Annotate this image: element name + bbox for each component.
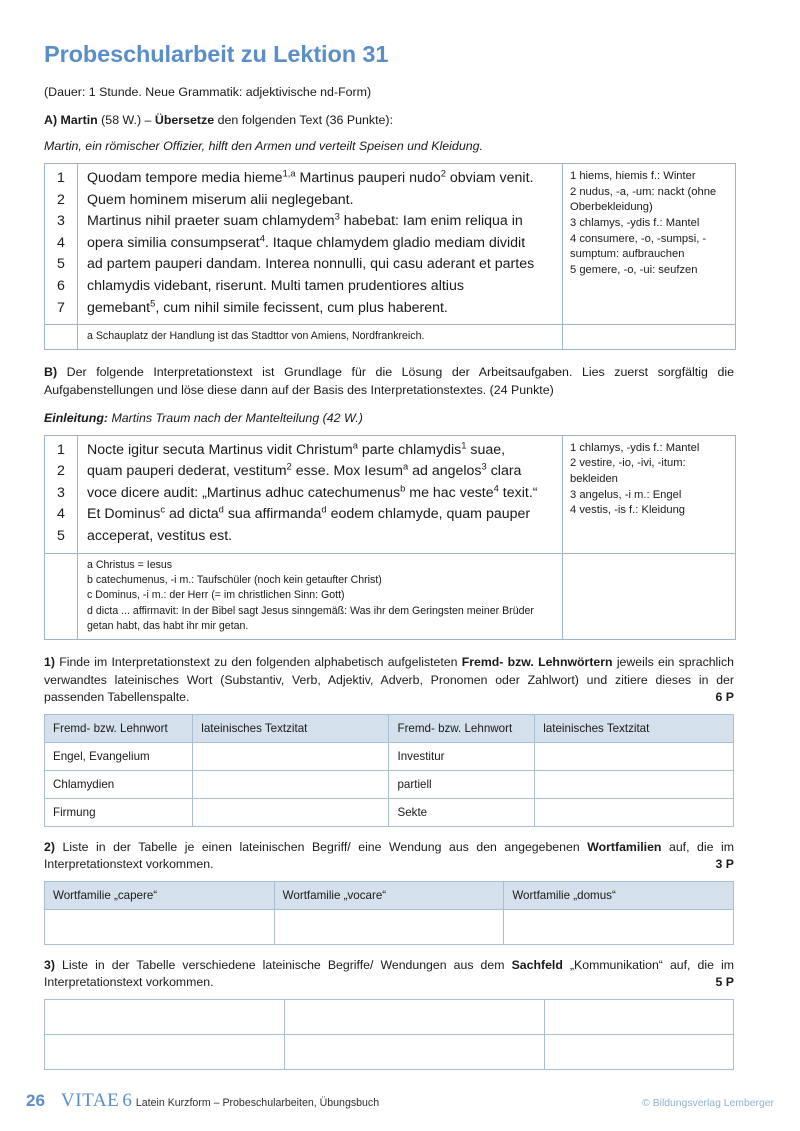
line-numbers-b: 1 2 3 4 5 xyxy=(57,441,65,544)
task-3-table[interactable] xyxy=(44,999,734,1070)
task-1-cell-2-0[interactable]: Firmung xyxy=(45,798,193,826)
task-1-cell-2-1[interactable] xyxy=(193,798,389,826)
task-3-cell-1-1[interactable] xyxy=(285,1034,545,1069)
section-b-prefix: B) xyxy=(44,365,58,380)
task-2-cell-0-2[interactable] xyxy=(504,909,734,944)
task-1-header-3: lateinisches Textzitat xyxy=(535,714,734,742)
note-list-a: a Schauplatz der Handlung ist das Stadttor von Amiens, Nordfrankreich. xyxy=(87,330,425,343)
task-2-table[interactable] xyxy=(44,881,734,945)
footer-brand: VITAE xyxy=(60,1090,120,1111)
task-2-header-1: Wortfamilie „vocare“ xyxy=(274,881,504,909)
task-2-text-1: Liste in der Tabelle je einen lateinischen Begriff/ eine Wendung aus den angegebenen xyxy=(62,839,580,854)
line-number-cell-a xyxy=(45,164,78,325)
task-2-header-2: Wortfamilie „domus“ xyxy=(504,881,734,909)
task-1-bold-term: Fremd- bzw. Lehnwörtern xyxy=(461,655,613,670)
latin-text-cell-b xyxy=(78,435,563,553)
task-1-cell-1-0[interactable]: Chlamydien xyxy=(45,770,193,798)
task-3-points: 5 P xyxy=(715,975,734,990)
vocab-list-a: 1 hiems, hiemis f.: Winter 2 nudus, -a, -um: nackt (ohne Oberbekleidung) 3 chlamys, -ydis f.: Mantel 4 consumere, -o, -sumpsi, -sumptum: aufbrauchen 5 gemere, -o, -ui: seufzen xyxy=(570,170,717,277)
task-2-number: 2) xyxy=(44,839,55,854)
table-header-row xyxy=(45,881,734,909)
task-1-header-2: Fremd- bzw. Lehnwort xyxy=(389,714,535,742)
footer-brand-subtitle: Latein Kurzform – Probeschularbeiten, Übungsbuch xyxy=(135,1097,380,1109)
note-spacer-a xyxy=(45,325,78,350)
task-1-cell-1-3[interactable] xyxy=(535,770,734,798)
table-row xyxy=(45,742,734,770)
page-content xyxy=(44,42,734,1082)
table-row xyxy=(45,999,734,1034)
task-1-instruction xyxy=(44,654,734,706)
task-1-cell-2-3[interactable] xyxy=(535,798,734,826)
task-1-points: 6 P xyxy=(715,690,734,705)
task-1-cell-0-0[interactable]: Engel, Evangelium xyxy=(45,742,193,770)
task-1-header-0: Fremd- bzw. Lehnwort xyxy=(45,714,193,742)
latin-text-cell-a xyxy=(78,164,563,325)
page-title: Probeschularbeit zu Lektion 31 xyxy=(44,41,389,67)
table-row xyxy=(45,325,736,350)
task-1-cell-0-1[interactable] xyxy=(193,742,389,770)
section-b-text: Der folgende Interpretationstext ist Grundlage für die Lösung der Arbeitsaufgaben. Lies zuerst sorgfältig die Aufgabenstellungen und löse diese dann auf der Basis des Interpretationstextes. (24 Punkte) xyxy=(44,365,734,398)
table-row xyxy=(45,1034,734,1069)
task-3-number: 3) xyxy=(44,957,55,972)
note-spacer-b xyxy=(45,553,78,640)
task-3-text-2: „Kommunikation“ auf, die im Interpretationstext vorkommen. xyxy=(44,957,735,990)
section-a-name: Martin xyxy=(60,113,98,128)
section-a-intro: Martin, ein römischer Offizier, hilft den Armen und verteilt Speisen und Kleidung. xyxy=(44,139,483,154)
task-1-cell-1-2[interactable]: partiell xyxy=(389,770,535,798)
task-1-cell-1-1[interactable] xyxy=(193,770,389,798)
task-1-header-1: lateinisches Textzitat xyxy=(193,714,389,742)
latin-text-table-a xyxy=(44,163,736,350)
table-row xyxy=(45,435,736,553)
section-a-words: (58 W.) – xyxy=(101,113,152,128)
latin-lines-b: Nocte igitur secuta Martinus vidit Christum$^a$ parte chlamydis$^1$ suae, quam pauperi dederat, vestitum$^2$ esse. Mox Iesum$^a$ ad angelos$^3$ clara voce dicere audit: „Martinus adhuc catechumenus$^b$ me hac veste$^4$ texit.“ Et Dominus$^c$ ad dicta$^d$ sua affirmanda$^d$ eodem chlamyde, quam pauper acceperat, vestitus est. xyxy=(87,439,538,544)
task-1-number: 1) xyxy=(44,655,55,670)
task-3-cell-0-1[interactable] xyxy=(285,999,545,1034)
task-2-cell-0-0[interactable] xyxy=(45,909,275,944)
table-row xyxy=(45,553,736,640)
note-vocab-spacer-b xyxy=(563,553,736,640)
footer-brand-number: 6 xyxy=(122,1090,132,1111)
task-1-cell-0-3[interactable] xyxy=(535,742,734,770)
table-row xyxy=(45,164,736,325)
task-3-cell-0-2[interactable] xyxy=(545,999,734,1034)
task-2-points: 3 P xyxy=(715,857,734,872)
table-row xyxy=(45,909,734,944)
note-cell-b xyxy=(78,553,563,640)
task-1-text-1: Finde im Interpretationstext zu den folgenden alphabetisch aufgelisteten xyxy=(59,655,458,670)
task-1-text-2: jeweils ein sprachlich verwandtes lateinisches Wort (Substantiv, Verb, Adjektiv, Adverb, Pronomen oder Zahlwort) und zitiere dieses in der passenden Tabellenspalte. xyxy=(44,655,735,705)
note-vocab-spacer-a xyxy=(563,325,736,350)
section-a-heading xyxy=(44,112,734,130)
table-header-row xyxy=(45,714,734,742)
latin-lines-a: Quodam tempore media hieme$^{1,a}$ Martinus pauperi nudo$^2$ obviam venit. Quem hominem miserum alii neglegebant. Martinus nihil praeter suam chlamydem$^3$ habebat: Iam enim reliqua in opera similia consumpserat$^4$. Itaque chlamydem gladio mediam dividit ad partem pauperi dandam. Interea nonnulli, qui casu aderant et partes chlamydis videbant, riserunt. Multi tamen prudentiores altius gemebant$^5$, cum nihil simile fecissent, cum plus haberent. xyxy=(87,168,535,316)
vocab-list-b: 1 chlamys, -ydis f.: Mantel 2 vestire, -io, -ivi, -itum: bekleiden 3 angelus, -i m.: Engel 4 vestis, -is f.: Kleidung xyxy=(570,441,700,517)
section-b-intro xyxy=(44,411,734,425)
table-row xyxy=(45,798,734,826)
document-subtitle: (Dauer: 1 Stunde. Neue Grammatik: adjektivische nd-Form) xyxy=(44,84,372,99)
footer-page-number: 26 xyxy=(26,1091,45,1110)
task-3-cell-1-2[interactable] xyxy=(545,1034,734,1069)
vocab-cell-a xyxy=(563,164,736,325)
section-a-prefix: A) xyxy=(44,113,58,128)
task-2-header-0: Wortfamilie „capere“ xyxy=(45,881,275,909)
task-2-cell-0-1[interactable] xyxy=(274,909,504,944)
task-1-cell-0-2[interactable]: Investitur xyxy=(389,742,535,770)
line-numbers-a: 1 2 3 4 5 6 7 xyxy=(57,170,65,316)
task-3-instruction xyxy=(44,957,734,992)
task-1-cell-2-2[interactable]: Sekte xyxy=(389,798,535,826)
task-3-cell-1-0[interactable] xyxy=(45,1034,285,1069)
section-b-heading xyxy=(44,364,734,399)
task-3-text-1: Liste in der Tabelle verschiedene lateinische Begriffe/ Wendungen aus dem xyxy=(62,957,505,972)
task-1-table[interactable] xyxy=(44,714,734,827)
table-row xyxy=(45,770,734,798)
footer-copyright: © Bildungsverlag Lemberger xyxy=(642,1098,774,1109)
section-b-intro-text: Martins Traum nach der Mantelteilung (42 W.) xyxy=(111,410,363,425)
note-cell-a xyxy=(78,325,563,350)
section-a-verb: Übersetze xyxy=(154,113,215,128)
section-b-intro-label: Einleitung: xyxy=(44,410,109,425)
task-3-bold-term: Sachfeld xyxy=(511,957,563,972)
note-list-b: a Christus = Iesus b catechumenus, -i m.: Taufschüler (noch kein getaufter Christ) c Dominus, -i m.: der Herr (= im christlichen Sinn: Gott) d dicta ... affirmavit: In der Bibel sagt Jesus sinngemäß: Was ihr dem Geringsten meiner Brüder getan habt, das habt ihr mir getan. xyxy=(87,558,534,633)
task-2-instruction xyxy=(44,839,734,874)
vocab-cell-b xyxy=(563,435,736,553)
section-a-rest: den folgenden Text (36 Punkte): xyxy=(217,113,394,128)
task-2-text-2: auf, die im Interpretationstext vorkommen. xyxy=(44,839,734,872)
task-2-bold-term: Wortfamilien xyxy=(587,839,662,854)
line-number-cell-b xyxy=(45,435,78,553)
page-footer xyxy=(26,1090,774,1112)
task-3-cell-0-0[interactable] xyxy=(45,999,285,1034)
latin-text-table-b xyxy=(44,435,736,641)
